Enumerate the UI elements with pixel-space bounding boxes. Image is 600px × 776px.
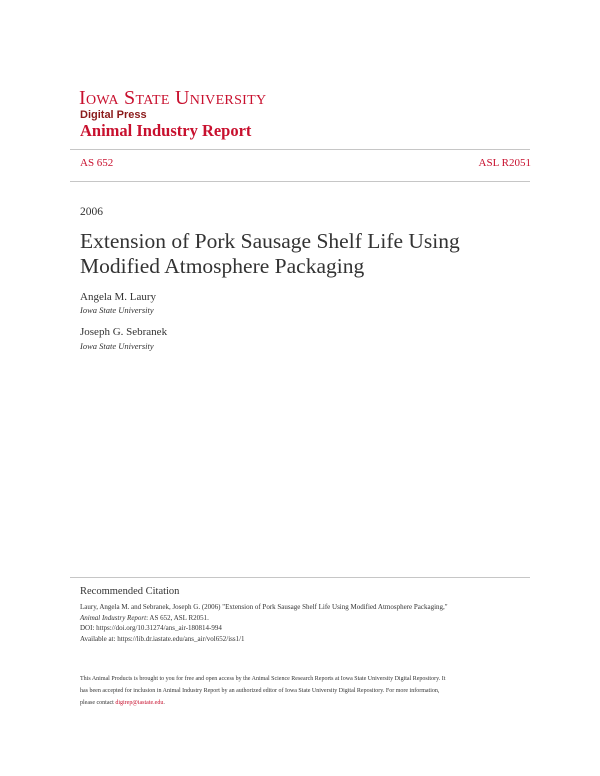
university-logo: Iowa State University — [79, 87, 267, 109]
notice-contact-text: please contact — [80, 700, 116, 706]
citation-line: Laury, Angela M. and Sebranek, Joseph G. (2006) "Extension of Pork Sausage Shelf Life Using Modified Atmosphere Packaging," — [80, 603, 448, 611]
notice-period: . — [163, 700, 165, 706]
citation-journal: Animal Industry Report — [80, 613, 147, 622]
citation-url[interactable]: Available at: https://lib.dr.iastate.edu/ans_air/vol652/iss1/1 — [80, 634, 245, 643]
citation-id: : AS 652, ASL R2051. — [146, 613, 209, 622]
citation-body — [80, 602, 540, 644]
author-affiliation: Iowa State University — [80, 305, 154, 315]
report-id-divider — [70, 181, 530, 182]
document-title: Extension of Pork Sausage Shelf Life Using Modified Atmosphere Packaging — [80, 229, 460, 278]
author-name[interactable]: Joseph G. Sebranek — [80, 326, 168, 338]
report-id-left[interactable]: AS 652 — [80, 157, 114, 169]
access-notice — [80, 673, 540, 709]
citation-doi[interactable]: DOI: https://doi.org/10.31274/ans_air-180814-994 — [80, 624, 222, 633]
report-id-right[interactable]: ASL R2051 — [478, 157, 531, 169]
header-divider — [70, 149, 530, 150]
notice-line: This Animal Products is brought to you for free and open access by the Animal Science Research Reports at Iowa State University Digital Repository. It — [80, 676, 446, 682]
notice-line — [80, 697, 540, 709]
citation-divider — [70, 577, 530, 578]
notice-line: has been accepted for inclusion in Animal Industry Report by an authorized editor of Iowa State University Digital Repository. For more information, — [80, 688, 440, 694]
citation-line — [80, 613, 540, 624]
series-title[interactable]: Animal Industry Report — [80, 121, 252, 140]
contact-email-link[interactable]: digirep@iastate.edu — [115, 700, 164, 706]
author-name[interactable]: Angela M. Laury — [80, 291, 157, 303]
publication-year: 2006 — [80, 206, 103, 218]
citation-heading: Recommended Citation — [80, 586, 180, 597]
author-affiliation: Iowa State University — [80, 341, 154, 351]
digital-press-label: Digital Press — [80, 109, 147, 121]
